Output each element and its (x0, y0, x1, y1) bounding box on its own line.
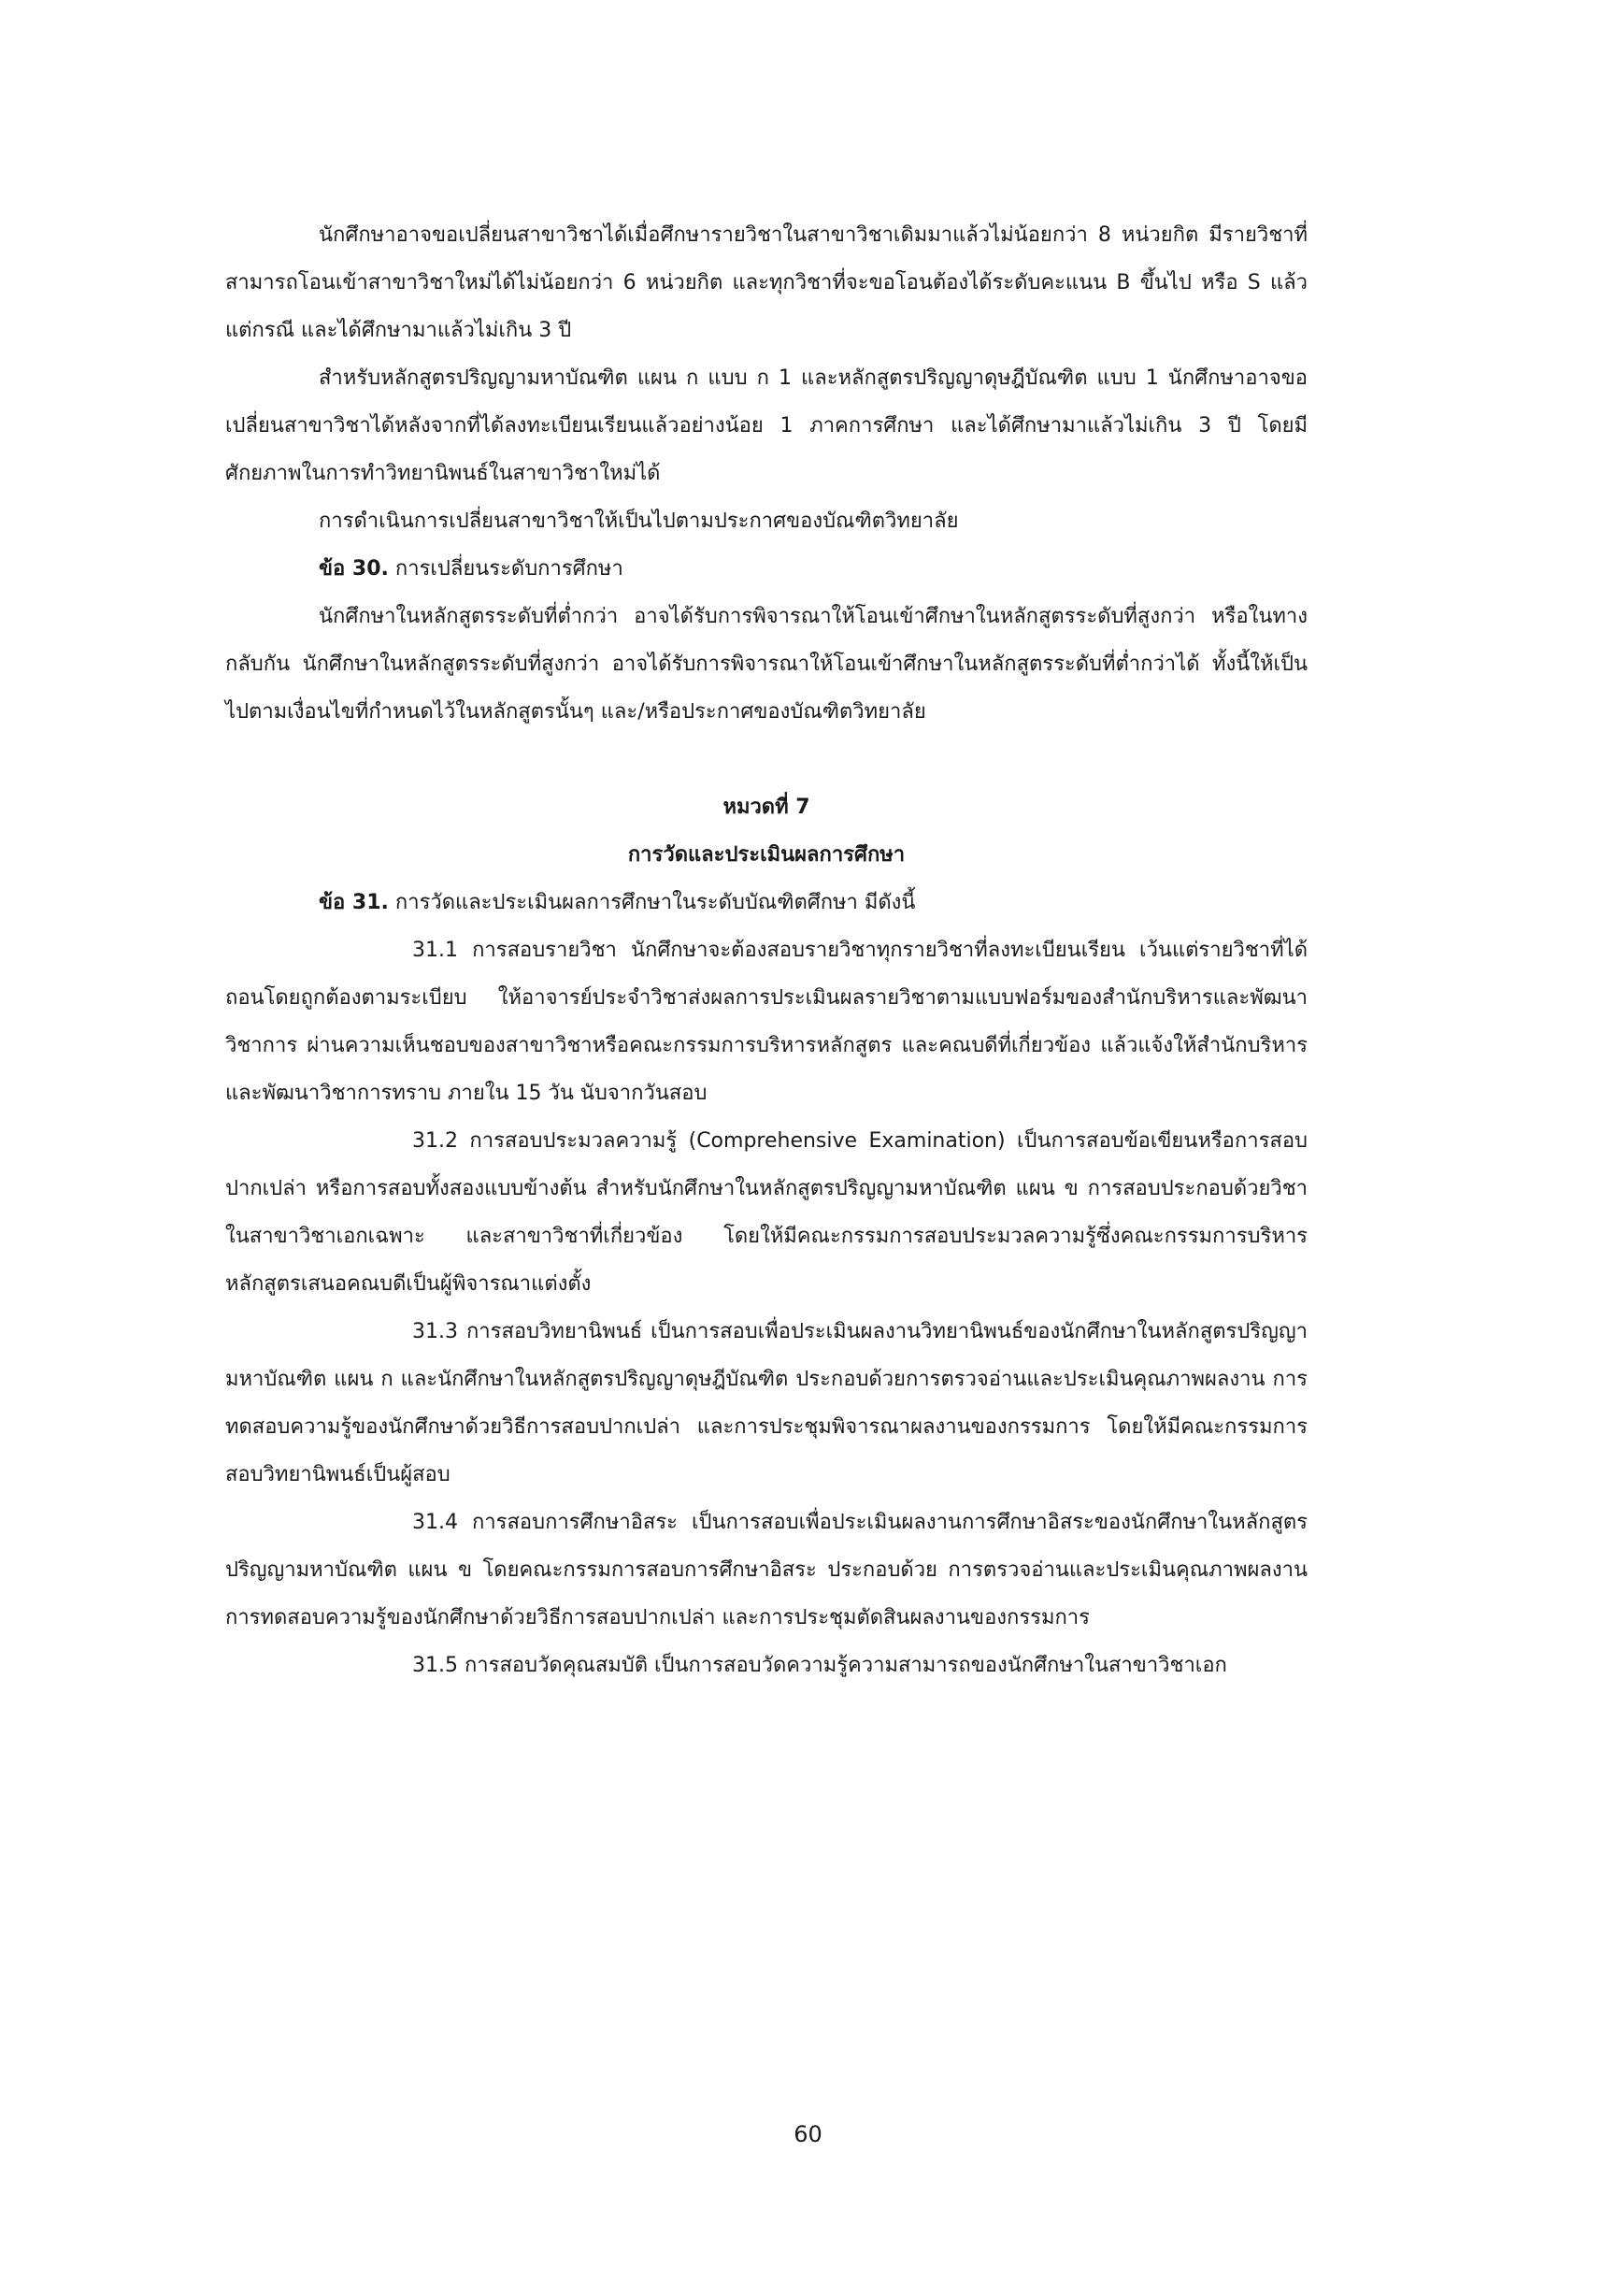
clause-31-4-independent-study-exam: 31.4 การสอบการศึกษาอิสระ เป็นการสอบเพื่อประเมินผลงานการศึกษาอิสระของนักศึกษาในหลักสูตรปริญญามหาบัณฑิต แผน ข โดยคณะกรรมการสอบการศึกษาอิสระ ประกอบด้วย การตรวจอ่านและประเมินคุณภาพผลงาน การทดสอบความรู้ของนักศึกษาด้วยวิธีการสอบปากเปล่า และการประชุมตัดสินผลงานของกรรมการ (225, 1511, 1308, 1629)
paragraph-change-major-announcement: การดำเนินการเปลี่ยนสาขาวิชาให้เป็นไปตามประกาศของบัณฑิตวิทยาลัย (319, 509, 959, 533)
clause-31-5-qualifying-exam: 31.5 การสอบวัดคุณสมบัติ เป็นการสอบวัดความรู้ความสามารถของนักศึกษาในสาขาวิชาเอก (412, 1654, 1227, 1677)
clause-31-heading (225, 879, 1308, 926)
chapter-title: การวัดและประเมินผลการศึกษา (627, 843, 906, 867)
page-body (225, 211, 1308, 1689)
page-number: 60 (794, 2121, 822, 2147)
clause-30-label: ข้อ 30. (319, 557, 389, 581)
clause-31-label: ข้อ 31. (319, 891, 389, 914)
section-spacer (225, 736, 1308, 783)
chapter-number: หมวดที่ 7 (722, 796, 810, 819)
clause-30-body: นักศึกษาในหลักสูตรระดับที่ต่ำกว่า อาจได้รับการพิจารณาให้โอนเข้าศึกษาในหลักสูตรระดับที่สูงกว่า หรือในทางกลับกัน นักศึกษาในหลักสูตรระดับที่สูงกว่า อาจได้รับการพิจารณาให้โอนเข้าศึกษาในหลักสูตรระดับที่ต่ำกว่าได้ ทั้งนี้ให้เป็นไปตามเงื่อนไขที่กำหนดไว้ในหลักสูตรนั้นๆ และ/หรือประกาศของบัณฑิตวิทยาลัย (225, 605, 1308, 724)
clause-31-2-comprehensive-exam: 31.2 การสอบประมวลความรู้ (Comprehensive Examination) เป็นการสอบข้อเขียนหรือการสอบปากเปล่า หรือการสอบทั้งสองแบบข้างต้น สำหรับนักศึกษาในหลักสูตรปริญญามหาบัณฑิต แผน ข การสอบประกอบด้วยวิชาในสาขาวิชาเอกเฉพาะ และสาขาวิชาที่เกี่ยวข้อง โดยให้มีคณะกรรมการสอบประมวลความรู้ซึ่งคณะกรรมการบริหารหลักสูตรเสนอคณบดีเป็นผู้พิจารณาแต่งตั้ง (225, 1129, 1308, 1296)
clause-31-1-course-exam: 31.1 การสอบรายวิชา นักศึกษาจะต้องสอบรายวิชาทุกรายวิชาที่ลงทะเบียนเรียน เว้นแต่รายวิชาที่ได้ถอนโดยถูกต้องตามระเบียบ ให้อาจารย์ประจำวิชาส่งผลการประเมินผลรายวิชาตามแบบฟอร์มของสำนักบริหารและพัฒนาวิชาการ ผ่านความเห็นชอบของสาขาวิชาหรือคณะกรรมการบริหารหลักสูตร และคณบดีที่เกี่ยวข้อง แล้วแจ้งให้สำนักบริหารและพัฒนาวิชาการทราบ ภายใน 15 วัน นับจากวันสอบ (225, 939, 1308, 1105)
clause-30-title: การเปลี่ยนระดับการศึกษา (394, 557, 623, 581)
paragraph-change-major-conditions: นักศึกษาอาจขอเปลี่ยนสาขาวิชาได้เมื่อศึกษารายวิชาในสาขาวิชาเดิมมาแล้วไม่น้อยกว่า 8 หน่วยกิต มีรายวิชาที่สามารถโอนเข้าสาขาวิชาใหม่ได้ไม่น้อยกว่า 6 หน่วยกิต และทุกวิชาที่จะขอโอนต้องได้ระดับคะแนน B ขึ้นไป หรือ S แล้วแต่กรณี และได้ศึกษามาแล้วไม่เกิน 3 ปี (225, 223, 1308, 342)
clause-30-heading (225, 545, 1308, 593)
clause-31-3-thesis-exam: 31.3 การสอบวิทยานิพนธ์ เป็นการสอบเพื่อประเมินผลงานวิทยานิพนธ์ของนักศึกษาในหลักสูตรปริญญามหาบัณฑิต แผน ก และนักศึกษาในหลักสูตรปริญญาดุษฎีบัณฑิต ประกอบด้วยการตรวจอ่านและประเมินคุณภาพผลงาน การทดสอบความรู้ของนักศึกษาด้วยวิธีการสอบปากเปล่า และการประชุมพิจารณาผลงานของกรรมการ โดยให้มีคณะกรรมการสอบวิทยานิพนธ์เป็นผู้สอบ (225, 1320, 1308, 1486)
clause-31-title: การวัดและประเมินผลการศึกษาในระดับบัณฑิตศึกษา มีดังนี้ (394, 891, 916, 914)
paragraph-change-major-thesis-plan: สำหรับหลักสูตรปริญญามหาบัณฑิต แผน ก แบบ ก 1 และหลักสูตรปริญญาดุษฎีบัณฑิต แบบ 1 นักศึกษาอาจขอเปลี่ยนสาขาวิชาได้หลังจากที่ได้ลงทะเบียนเรียนแล้วอย่างน้อย 1 ภาคการศึกษา และได้ศึกษามาแล้วไม่เกิน 3 ปี โดยมีศักยภาพในการทำวิทยานิพนธ์ในสาขาวิชาใหม่ได้ (225, 366, 1308, 485)
